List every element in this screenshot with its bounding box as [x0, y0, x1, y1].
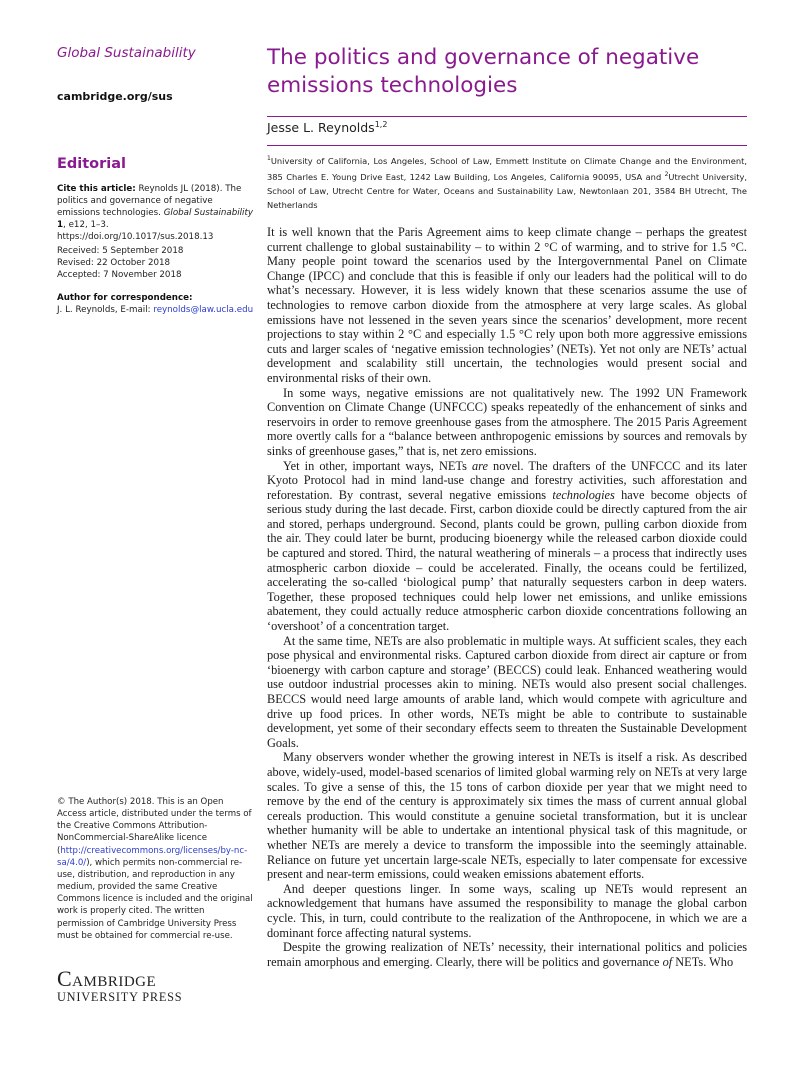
text: Yet in other, important ways, NETs: [283, 458, 472, 473]
text: Despite the growing realization of NETs’ necessity, their international politics and policies remain amorphous and emerging. Clearly, there will be politics and governance: [267, 940, 747, 969]
journal-name: Global Sustainability: [57, 45, 196, 61]
logo-line1: Cambridge: [57, 966, 157, 991]
author-affiliation-sup: 1,2: [374, 120, 388, 129]
cambridge-university-press-logo: [57, 968, 182, 1004]
affiliations: [267, 152, 747, 212]
citation-doi[interactable]: , e12, 1–3. https://doi.org/10.1017/sus.2018.13: [57, 220, 214, 243]
license-text: © The Author(s) 2018. This is an Open Access article, distributed under the terms of the Creative Commons Attribution-NonCommercial-ShareAlike licence (: [57, 797, 252, 856]
dates-block: [57, 245, 183, 281]
paragraph: [267, 940, 747, 969]
license-link[interactable]: http://creativecommons.org/licenses/by-nc-sa/4.0/: [57, 845, 248, 868]
article-title: The politics and governance of negative emissions technologies: [267, 45, 700, 98]
paragraph: Many observers wonder whether the growing interest in NETs is itself a risk. As described above, widely-used, model-based scenarios of limited global warming rely on NETs at very large scales. To give a sense of this, the 15 tons of carbon dioxide per year that we might need to remove by the end of the century is approximately six times the mass of current annual global cereals production. This would constitute a genuine societal transformation, but it is unclear whether humanity will be able to undertake an intentional physical task of this magnitude, or whether NETs are merely a device to transform the impossible into the seemingly attainable. Reliance on future yet uncertain large-scale NETs, especially to later compensate for excessive present and near-term emissions, could weaken emissions abatement efforts.: [267, 750, 747, 882]
journal-url[interactable]: cambridge.org/sus: [57, 90, 173, 103]
author-name: Jesse L. Reynolds: [267, 120, 375, 136]
text: have become objects of serious study during the last decade. First, carbon dioxide could be directly captured from the air and stored, perhaps underground. Second, plants could be grown, pulling carbon dioxide from the air. They could later be burnt, producing bioenergy while the released carbon dioxide could be captured and stored. Third, the natural weathering of minerals – a process that indirectly uses atmospheric carbon dioxide – could be accelerated. Finally, the oceans could be fertilized, accelerating the so-called ‘biological pump’ that naturally sequesters carbon in deep waters. Together, these proposed techniques could help lower net emissions, and unlike emissions abatement, they could actually reduce atmospheric carbon dioxide concentrations following an ‘overshoot’ of a concentration target.: [267, 487, 748, 634]
affiliation-2: Utrecht University, School of Law, Utrecht Centre for Water, Oceans and Sustainability Law, Newtonlaan 201, 3584 BH Utrecht, The Netherlands: [267, 171, 747, 211]
date-revised: Revised: 22 October 2018: [57, 258, 171, 269]
emphasis: technologies: [552, 487, 615, 502]
author-divider: [267, 145, 747, 146]
article-body: [267, 225, 747, 969]
correspondence-block: [57, 292, 253, 316]
license-block: [57, 796, 253, 942]
citation-block: [57, 183, 253, 243]
affil-sup-2: 2: [664, 170, 669, 178]
affiliation-1: University of California, Los Angeles, School of Law, Emmett Institute on Climate Change and the Environment, 385 Charles E. Young Drive East, 1242 Law Building, Los Angeles, California 90095, USA and: [267, 155, 747, 182]
article-type: Editorial: [57, 156, 127, 172]
title-divider: [267, 116, 747, 117]
citation-journal: Global Sustainability: [163, 208, 254, 219]
paragraph: [267, 459, 747, 634]
emphasis: of: [662, 954, 673, 969]
emphasis: are: [471, 458, 488, 473]
email-link[interactable]: reynolds@law.ucla.edu: [153, 305, 254, 316]
logo-line2: UNIVERSITY PRESS: [57, 990, 183, 1004]
author-line: [267, 120, 387, 135]
correspondence-text: J. L. Reynolds, E-mail:: [57, 305, 154, 316]
correspondence-label: Author for correspondence:: [57, 293, 193, 303]
text: novel. The drafters of the UNFCCC and its later Kyoto Protocol had in mind land-use change and forestry activities, such afforestation and reforestation. By contrast, several negative emissions: [267, 458, 747, 502]
date-received: Received: 5 September 2018: [57, 246, 184, 256]
paragraph: At the same time, NETs are also problematic in multiple ways. At sufficient scales, they each pose physical and environmental risks. Captured carbon dioxide from direct air capture or from ‘bioenergy with carbon capture and storage’ (BECCS) could leak. Enhanced weathering would use outdoor industrial processes akin to mining. NETs would also present social challenges. BECCS would need large amounts of arable land, which would compete with agriculture and drive up food prices. In other words, NETs might be able to contribute to sustainable development, yet some of their secondary effects seem to threaten the Sustainable Development Goals.: [267, 633, 747, 750]
text: NETs. Who: [672, 954, 734, 969]
citation-label: Cite this article:: [57, 184, 136, 194]
paragraph: In some ways, negative emissions are not qualitatively new. The 1992 UN Framework Convention on Climate Change (UNFCCC) speaks repeatedly of the enhancement of sinks and reservoirs in order to remove greenhouse gases from the atmosphere. The 2015 Paris Agreement more overtly calls for a “balance between anthropogenic emissions by sources and removals by sinks of greenhouse gases,” that is, net zero emissions.: [267, 385, 747, 458]
paragraph: And deeper questions linger. In some ways, scaling up NETs would represent an acknowledgement that humans have assumed the responsibility to manage the global carbon cycle. This, in turn, could contribute to the realization of the Anthropocene, in which we are a dominant force affecting natural systems.: [267, 881, 747, 940]
license-text-after: ), which permits non-commercial re-use, distribution, and reproduction in any medium, provided the same Creative Commons licence is included and the original work is properly cited. The written permission of Cambridge University Press must be obtained for commercial re-use.: [57, 857, 253, 941]
date-accepted: Accepted: 7 November 2018: [57, 270, 182, 281]
citation-text: Reynolds JL (2018). The politics and governance of negative emissions technologies.: [57, 184, 242, 219]
citation-volume: 1: [57, 220, 64, 231]
paragraph: It is well known that the Paris Agreement aims to keep climate change – perhaps the greatest current challenge to global sustainability – to within 2 °C of warming, and to strive for 1.5 °C. Many people point toward the scenarios used by the Intergovernmental Panel on Climate Change (IPCC) and conclude that this is feasible if only our leaders had the political will to do what’s necessary. However, it is less widely known that these scenarios assume the use of technologies to remove carbon dioxide from the atmosphere at very large scales. As global emissions have not lessened in the seven years since the scenarios’ development, more recent projections to stay within 2 °C and especially 1.5 °C rely upon both more aggressive emissions cuts and larger scales of ‘negative emission technologies’ (NETs). Yet not only are NETs’ actual development and scalability still uncertain, the technologies would present social and environmental risks of their own.: [267, 225, 747, 385]
affil-sup-1: 1: [267, 155, 271, 162]
